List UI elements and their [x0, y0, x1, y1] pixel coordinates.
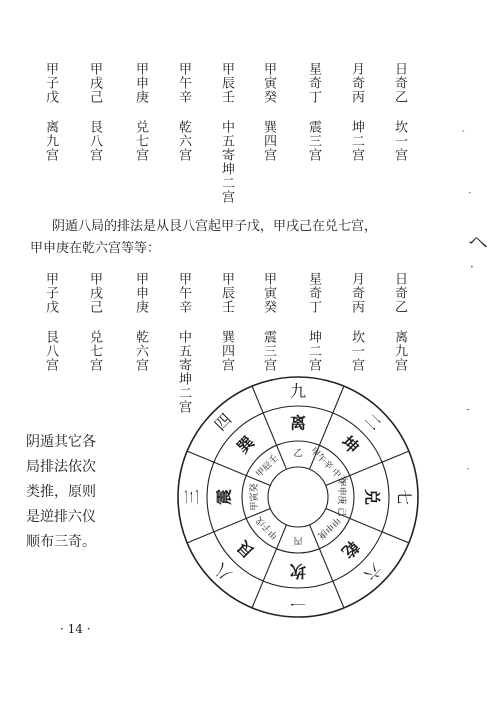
page-number: · 14 · [60, 622, 91, 636]
stem-column: 甲寅癸 [261, 62, 276, 104]
palace-column: 乾六宫 [176, 120, 191, 162]
stem-column: 甲寅癸 [261, 272, 276, 314]
trigram-label: 坎 [289, 561, 307, 581]
scan-mark: ′ [462, 128, 465, 142]
palace-column: 震三宫 [306, 120, 321, 162]
stem-column: 甲戌己 [87, 62, 102, 104]
stem-column: 甲辰壬 [219, 272, 234, 314]
side-note-line: 类推，原则 [26, 484, 96, 500]
palace-column: 中五寄坤二宫 [176, 330, 191, 414]
scan-mark: · [468, 186, 472, 200]
outer-number: 二 [360, 409, 386, 435]
stem-column: 月奇丙 [349, 272, 364, 314]
outer-number: 三 [182, 488, 202, 506]
paragraph-line-2: 甲申庚在乾六宫等等： [30, 241, 161, 256]
trigram-label: 乾 [337, 536, 363, 562]
palace-column: 乾六宫 [133, 330, 148, 372]
inner-stem-label: 乙 [293, 449, 303, 459]
stem-column: 甲子戊 [43, 62, 58, 104]
stem-column: 甲午辛 [176, 62, 191, 104]
scan-mark: · [470, 260, 474, 274]
palace-column: 坤二宫 [306, 330, 321, 372]
palace-column: 兑七宫 [133, 120, 148, 162]
ring-circle [268, 467, 328, 527]
trigram-label: 巽 [233, 432, 259, 458]
stem-column: 甲辰壬 [219, 62, 234, 104]
inner-stem-label: 丙 [293, 535, 303, 545]
trigram-label: 震 [214, 488, 234, 506]
trigram-label: 坤 [337, 432, 363, 458]
stem-column: 星奇丁 [306, 272, 321, 314]
palace-column: 兑七宫 [87, 330, 102, 372]
inner-stem-label: 甲申庚 [315, 514, 342, 541]
stem-column: 甲午辛 [176, 272, 191, 314]
scan-mark: · [466, 462, 470, 476]
palace-column: 巽四宫 [219, 330, 234, 372]
outer-number: 六 [360, 559, 386, 585]
palace-column: 艮八宫 [87, 120, 102, 162]
palace-column: 坎一宫 [349, 330, 364, 372]
palace-column: 离九宫 [392, 330, 407, 372]
palace-column: 坎一宫 [392, 120, 407, 162]
side-note-line: 局排法依次 [26, 459, 96, 475]
outer-number: 四 [210, 409, 236, 435]
trigram-label: 兑 [362, 488, 382, 506]
stem-column: 甲申庚 [133, 272, 148, 314]
inner-stem-label: 甲午辛 中五 [307, 446, 349, 488]
stem-column: 甲戌己 [87, 272, 102, 314]
side-note-line: 是逆排六仪 [26, 509, 96, 525]
palace-column: 中五寄坤二宫 [219, 120, 234, 204]
inner-stem-label: 甲子戊 [254, 514, 281, 541]
palace-column: 巽四宫 [261, 120, 276, 162]
inner-stem-label: 甲辰壬 [254, 453, 281, 480]
trigram-label: 艮 [233, 536, 259, 562]
outer-number: 八 [210, 559, 236, 585]
stem-column: 甲申庚 [133, 62, 148, 104]
outer-number: 七 [394, 488, 414, 506]
outer-number: 一 [289, 593, 307, 613]
palace-column: 艮八宫 [43, 330, 58, 372]
stem-column: 月奇丙 [349, 62, 364, 104]
paragraph-line-1: 阴遁八局的排法是从艮八宫起甲子戊，甲戌己在兑七宫， [52, 219, 378, 234]
inner-stem-label: 甲申庚 己 [336, 477, 346, 517]
stem-column: 日奇乙 [392, 62, 407, 104]
trigram-label: 离 [289, 413, 307, 433]
stem-column: 日奇乙 [392, 272, 407, 314]
palace-column: 震三宫 [261, 330, 276, 372]
scan-mark: - [466, 402, 471, 416]
palace-column: 离九宫 [43, 120, 58, 162]
inner-stem-label: 甲寅癸 [250, 483, 260, 511]
stem-column: 星奇丁 [306, 62, 321, 104]
ring-circle [207, 406, 389, 588]
scan-mark: ヘ [468, 230, 488, 254]
stem-column: 甲子戊 [43, 272, 58, 314]
palace-column: 坤二宫 [349, 120, 364, 162]
side-note-line: 顺布三奇。 [26, 534, 96, 550]
side-note-line: 阴遁其它各 [26, 434, 96, 450]
outer-number: 九 [289, 381, 307, 401]
